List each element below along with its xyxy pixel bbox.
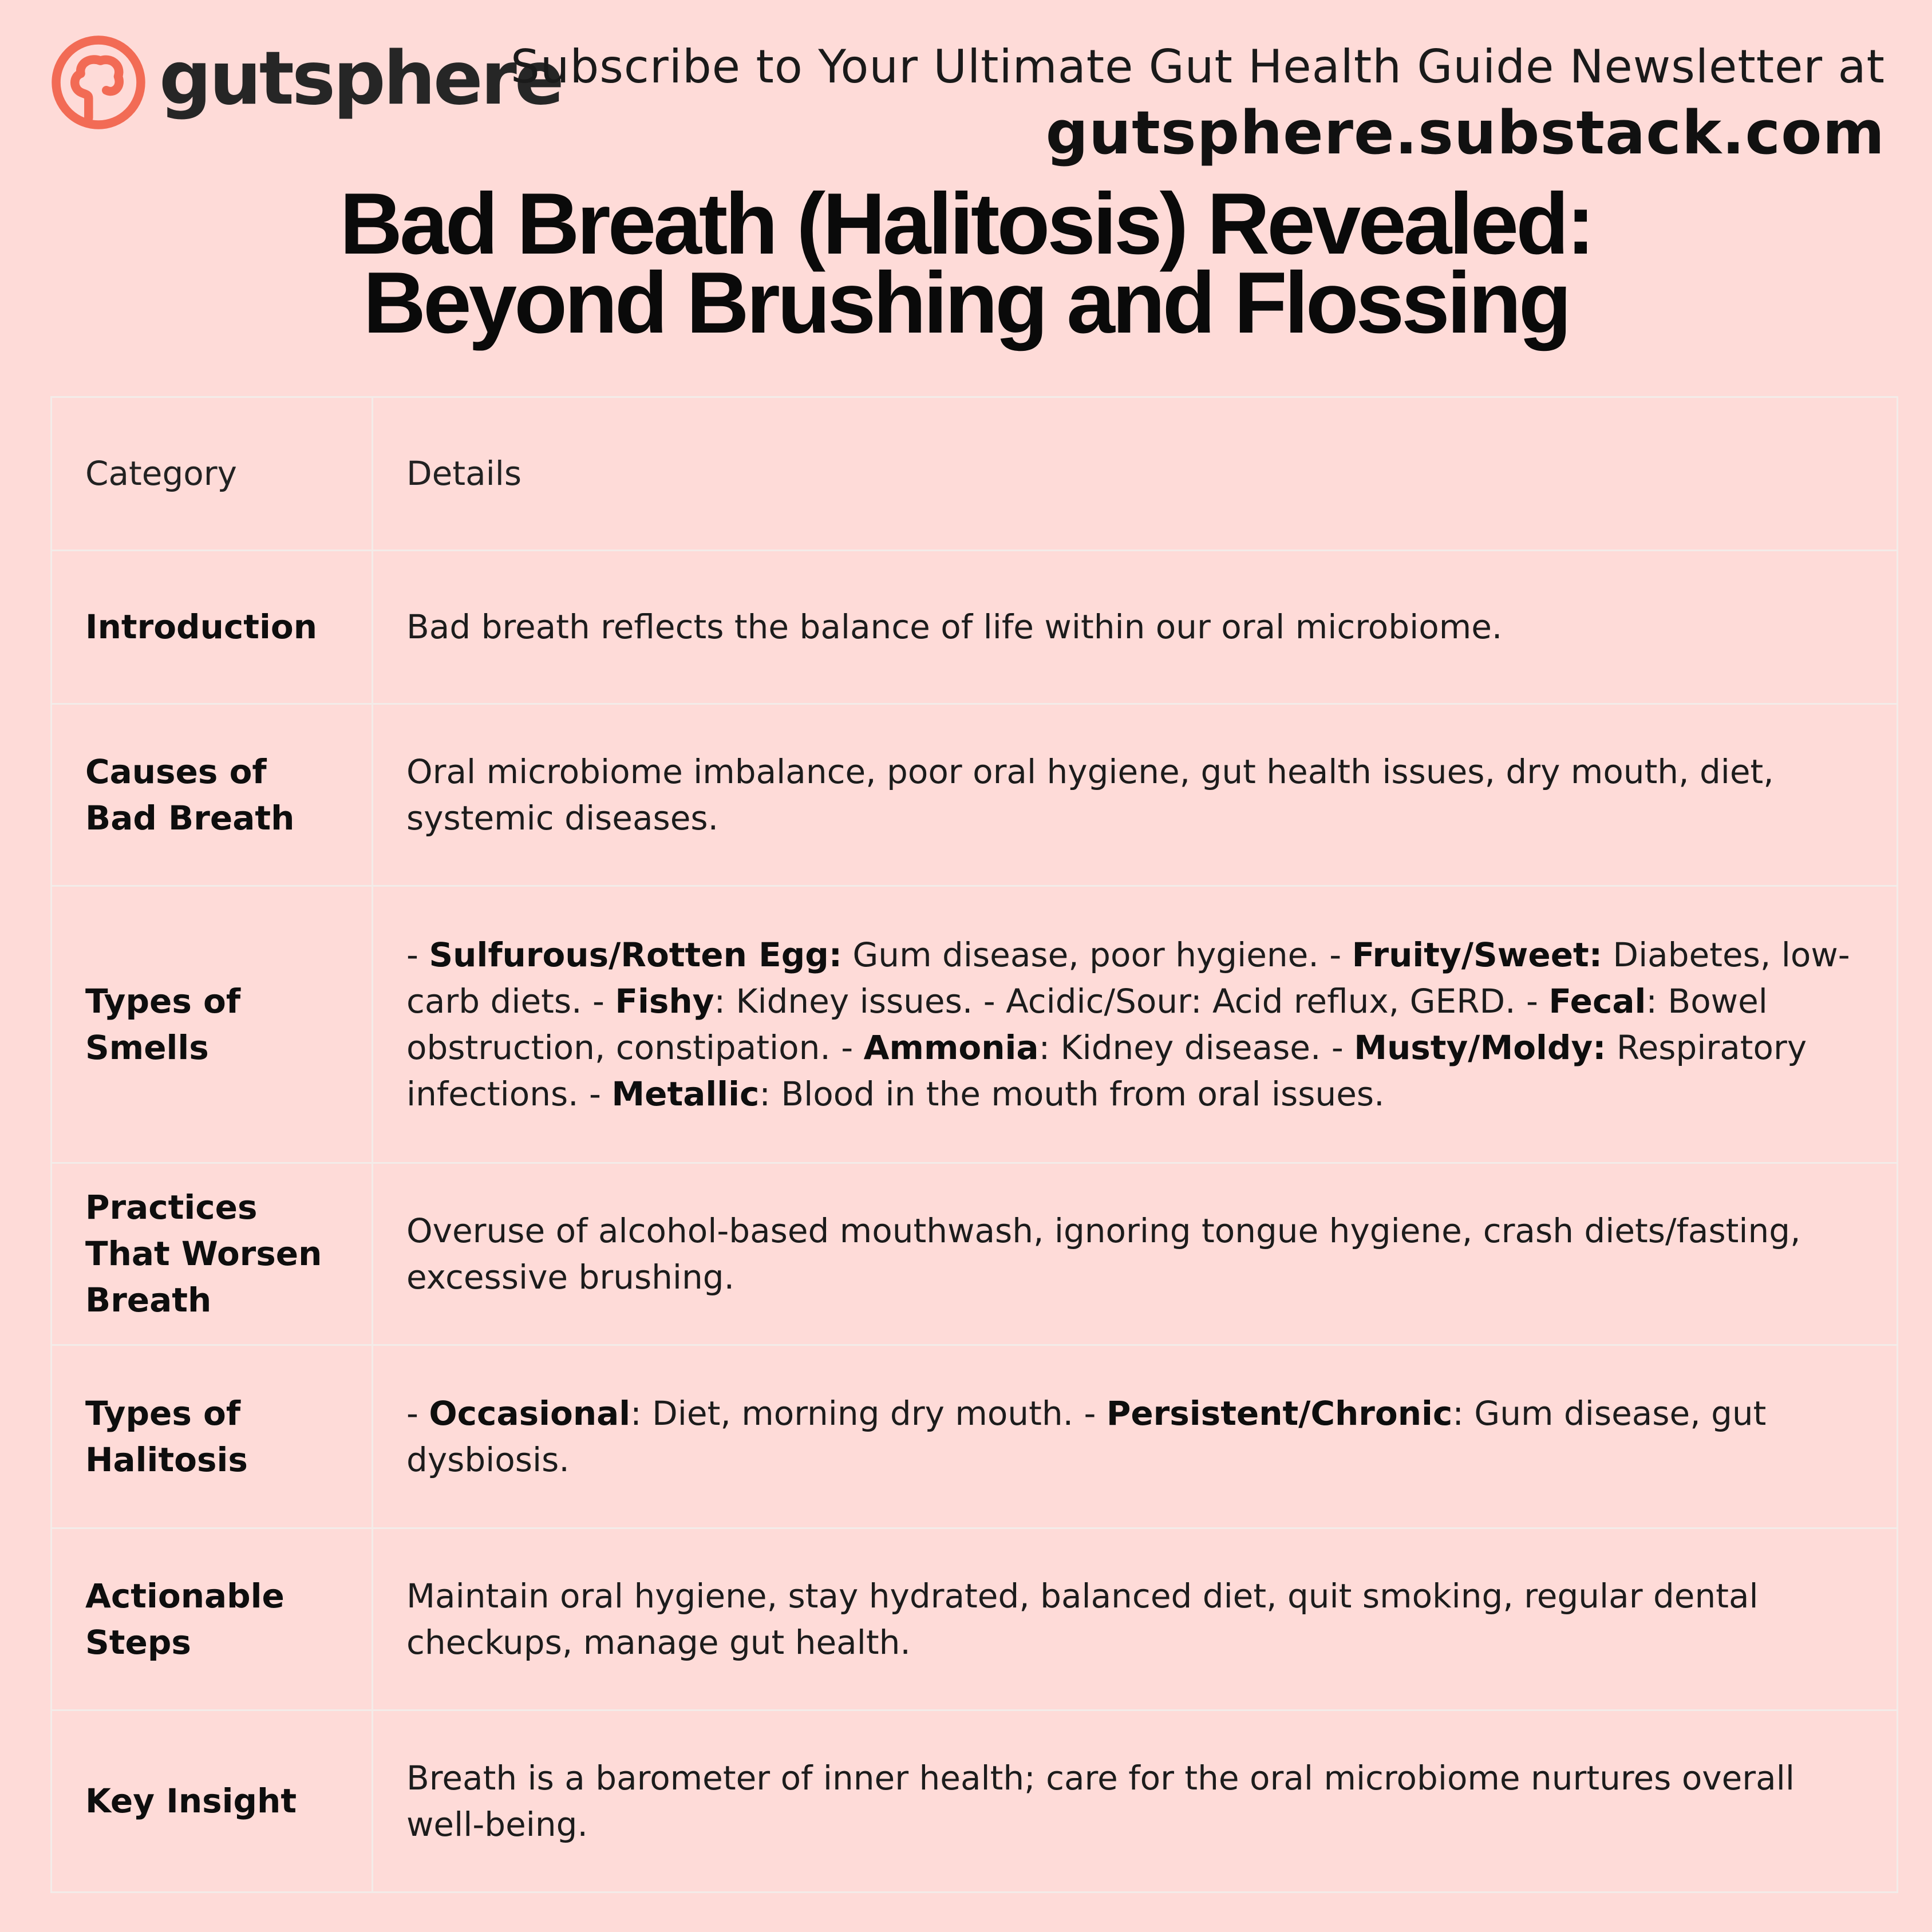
row-details (373, 886, 1898, 1163)
row-category: Types of Smells (52, 886, 373, 1163)
row-category: Actionable Steps (52, 1528, 373, 1710)
smell-type-label: Occasional (429, 1393, 631, 1433)
table-row (52, 886, 1898, 1163)
smell-type-label: Fecal (1548, 981, 1646, 1021)
detail-text: Gum disease, poor hygiene. - (841, 935, 1352, 974)
table-row (52, 1345, 1898, 1528)
newsletter-link[interactable]: gutsphere.substack.com (1045, 98, 1885, 168)
detail-text: : Kidney disease. - (1038, 1028, 1354, 1067)
detail-text: : Blood in the mouth from oral issues. (759, 1074, 1385, 1113)
detail-text: : Gum disease, gut dysbiosis. (406, 1393, 1767, 1479)
detail-text: Respiratory infections. - (406, 1028, 1807, 1113)
table-row (52, 551, 1898, 704)
row-category: Key Insight (52, 1710, 373, 1893)
detail-text: Diabetes, low-carb diets. - (406, 935, 1850, 1021)
row-category: Practices That Worsen Breath (52, 1163, 373, 1345)
row-category: Causes of Bad Breath (52, 704, 373, 886)
gut-logo-icon (49, 33, 148, 132)
header-category: Category (52, 397, 373, 551)
halitosis-table (50, 396, 1898, 1893)
table-header-row (52, 397, 1898, 551)
row-details: Oral microbiome imbalance, poor oral hygiene, gut health issues, dry mouth, diet, systemic diseases. (373, 704, 1898, 886)
row-category: Introduction (52, 551, 373, 704)
row-details: Bad breath reflects the balance of life within our oral microbiome. (373, 551, 1898, 704)
table-row (52, 1710, 1898, 1893)
title-line-1: Bad Breath (Halitosis) Revealed: (339, 175, 1593, 272)
page-title (0, 175, 1932, 351)
title-line-2: Beyond Brushing and Flossing (363, 254, 1569, 351)
table-row (52, 1528, 1898, 1710)
brand-logo (49, 33, 562, 132)
smell-type-label: Musty/Moldy: (1354, 1028, 1606, 1067)
subscribe-callout (511, 35, 1885, 167)
row-category: Types of Halitosis (52, 1345, 373, 1528)
subscribe-text: Subscribe to Your Ultimate Gut Health Guide Newsletter at (510, 40, 1885, 93)
row-details (373, 1345, 1898, 1528)
header-details: Details (373, 397, 1898, 551)
detail-text: - (406, 1393, 429, 1433)
table-row (52, 1163, 1898, 1345)
table-row (52, 704, 1898, 886)
brand-name: gutsphere (159, 36, 562, 121)
smell-type-label: Metallic (611, 1074, 760, 1113)
smell-type-label: Fishy (615, 981, 714, 1021)
smell-type-label: Ammonia (863, 1028, 1039, 1067)
smell-type-label: Persistent/Chronic (1106, 1393, 1453, 1433)
detail-text: : Diet, morning dry mouth. - (630, 1393, 1107, 1433)
smell-type-label: Sulfurous/Rotten Egg: (429, 935, 842, 974)
row-details: Maintain oral hygiene, stay hydrated, balanced diet, quit smoking, regular dental checkups, manage gut health. (373, 1528, 1898, 1710)
detail-text: : Bowel obstruction, constipation. - (406, 981, 1768, 1067)
detail-text: : Kidney issues. - Acidic/Sour: Acid reflux, GERD. - (714, 981, 1549, 1021)
row-details: Overuse of alcohol-based mouthwash, ignoring tongue hygiene, crash diets/fasting, excessive brushing. (373, 1163, 1898, 1345)
detail-text: - (406, 935, 429, 974)
row-details: Breath is a barometer of inner health; care for the oral microbiome nurtures overall well-being. (373, 1710, 1898, 1893)
smell-type-label: Fruity/Sweet: (1352, 935, 1602, 974)
